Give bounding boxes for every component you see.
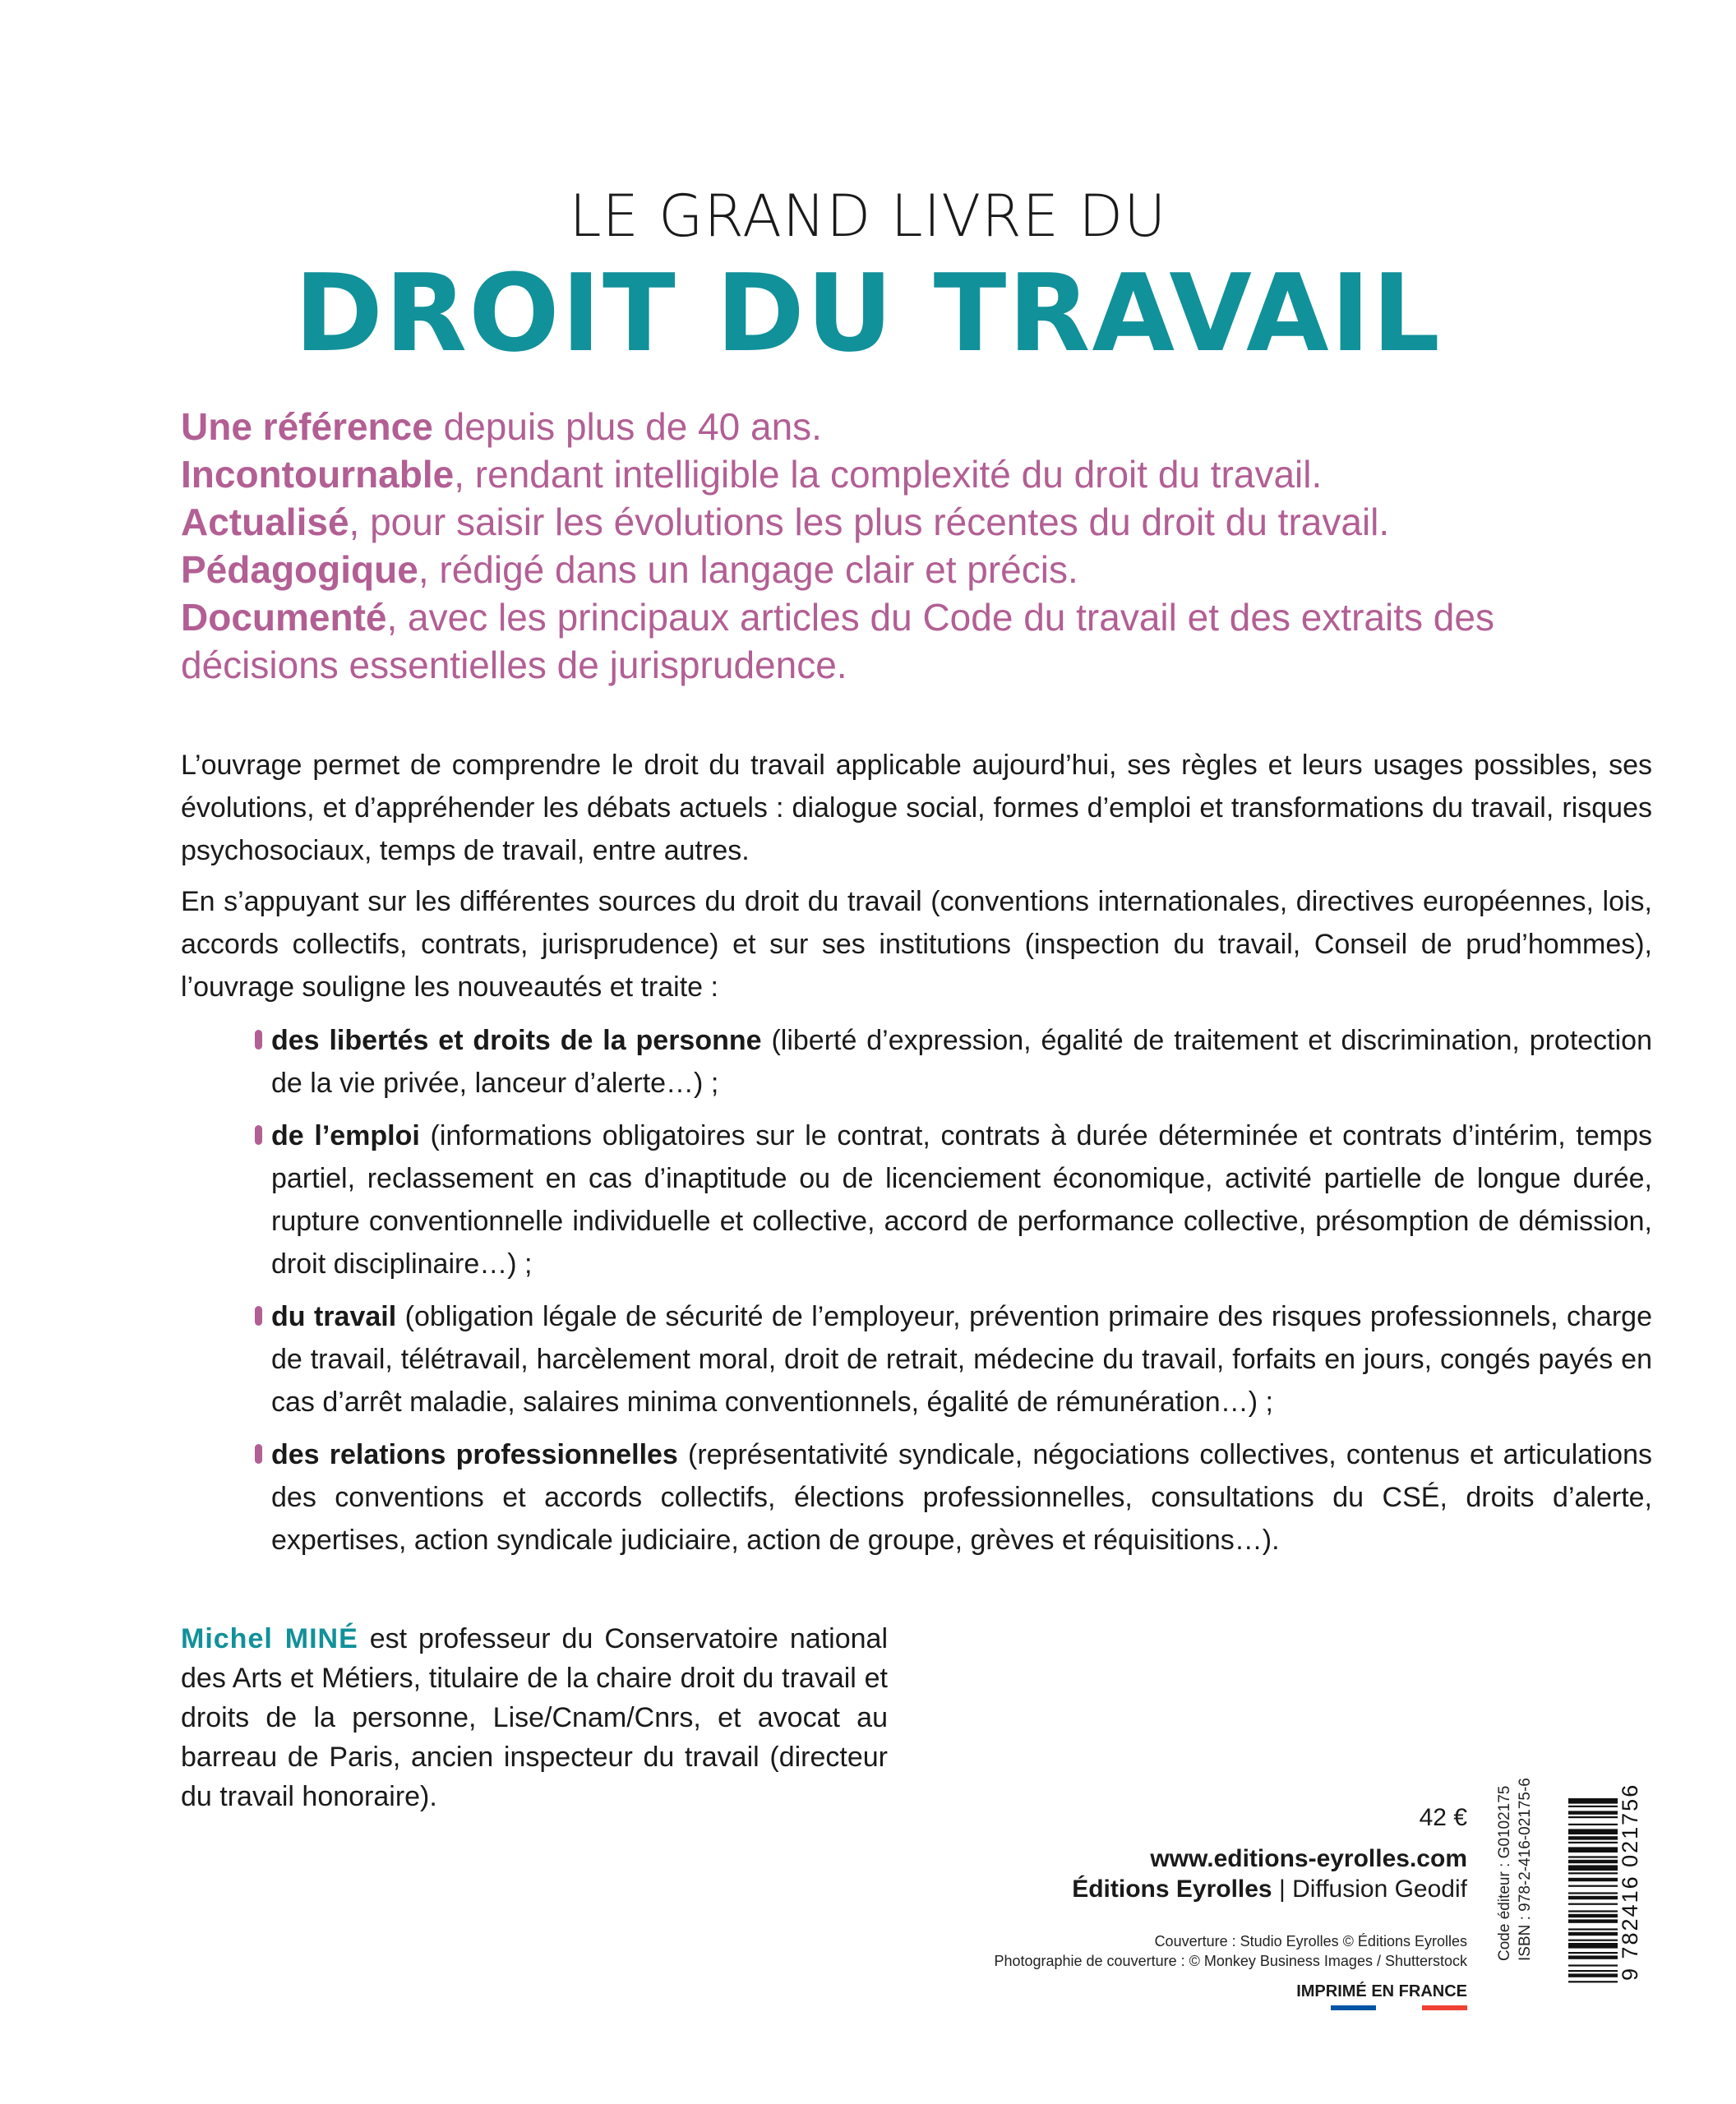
tagline bbox=[181, 403, 1652, 689]
bullet-marker-icon bbox=[255, 1306, 262, 1326]
topics-list bbox=[271, 1019, 1652, 1571]
topic-details: (représentativité syndicale, négociations collectives, contenus et articulations des conventions et accords collectifs, élections professionnelles, consultations du CSÉ, droits d’alerte, expertises, action syndicale judiciaire, action de groupe, grèves et réquisitions…). bbox=[271, 1439, 1652, 1556]
barcode-bar bbox=[1568, 1829, 1618, 1834]
barcode-bar bbox=[1568, 1847, 1618, 1853]
tagline-keyword: Actualisé bbox=[181, 501, 349, 543]
barcode-bar bbox=[1568, 1964, 1618, 1966]
printed-in-france: IMPRIMÉ EN FRANCE bbox=[1296, 1982, 1467, 2000]
publisher-website: www.editions-eyrolles.com bbox=[1150, 1845, 1467, 1872]
tagline-line bbox=[181, 450, 1652, 498]
tagline-text: , rédigé dans un langage clair et précis. bbox=[418, 548, 1078, 591]
price: 42 € bbox=[1419, 1804, 1467, 1831]
tagline-text: , rendant intelligible la complexité du droit du travail. bbox=[454, 453, 1323, 496]
tagline-line bbox=[181, 546, 1652, 593]
author-name: Michel MINÉ bbox=[181, 1623, 358, 1654]
list-item bbox=[271, 1295, 1652, 1423]
bullet-marker-icon bbox=[255, 1030, 262, 1050]
barcode-bar bbox=[1568, 1806, 1618, 1807]
barcode-bar bbox=[1568, 1865, 1618, 1871]
barcode-bar bbox=[1568, 1919, 1618, 1922]
author-bio bbox=[181, 1619, 888, 1816]
credit-line: Couverture : Studio Eyrolles © Éditions Eyrolles bbox=[1154, 1933, 1467, 1949]
barcode-bar bbox=[1568, 1811, 1618, 1814]
tagline-line bbox=[181, 498, 1652, 546]
barcode-bar bbox=[1568, 1842, 1618, 1843]
barcode-bar bbox=[1568, 1928, 1618, 1930]
distributor: | Diffusion Geodif bbox=[1272, 1876, 1467, 1903]
french-flag-icon bbox=[1331, 2005, 1467, 2010]
list-item bbox=[271, 1433, 1652, 1562]
barcode-bar bbox=[1568, 1952, 1618, 1954]
barcode-bar bbox=[1568, 1856, 1618, 1857]
tagline-line bbox=[181, 593, 1652, 689]
topic-heading: des relations professionnelles bbox=[271, 1439, 678, 1470]
topic-details: (informations obligatoires sur le contrat, contrats à durée déterminée et contrats d’intérim, temps partiel, reclassement en cas d’inaptitude ou de licenciement économique, activité partielle de longue durée, rupture conventionnelle individuelle et collective, accord de performance collective, présomption de démission, droit disciplinaire…) ; bbox=[271, 1120, 1652, 1280]
tagline-line bbox=[181, 403, 1652, 450]
description bbox=[181, 744, 1652, 1017]
list-item bbox=[271, 1019, 1652, 1105]
credit-line: Photographie de couverture : © Monkey Business Images / Shutterstock bbox=[994, 1953, 1467, 1969]
publisher-code: Code éditeur : G0102175 bbox=[1496, 1785, 1513, 1961]
barcode-bar bbox=[1568, 1955, 1618, 1959]
barcode-bar bbox=[1568, 1932, 1618, 1936]
tagline-keyword: Pédagogique bbox=[181, 548, 418, 591]
barcode-bar bbox=[1568, 1973, 1618, 1977]
barcode-bar bbox=[1568, 1943, 1618, 1949]
barcode-bar bbox=[1568, 1798, 1618, 1804]
topic-heading: des libertés et droits de la personne bbox=[271, 1025, 762, 1056]
isbn: ISBN : 978-2-416-02175-6 bbox=[1517, 1778, 1534, 1961]
description-paragraph: En s’appuyant sur les différentes sources du droit du travail (conventions internationales, directives européennes, lois, accords collectifs, contrats, jurisprudence) et sur ses institutions (inspection du travail, Conseil de prud’hommes), l’ouvrage souligne les nouveautés et traite : bbox=[181, 886, 1652, 1003]
barcode-bar bbox=[1568, 1816, 1618, 1818]
barcode-bar bbox=[1568, 1860, 1618, 1863]
barcode-bar bbox=[1568, 1903, 1618, 1905]
tagline-text: depuis plus de 40 ans. bbox=[432, 405, 822, 448]
barcode-bar bbox=[1568, 1878, 1618, 1881]
publisher-name: Éditions Eyrolles bbox=[1072, 1876, 1272, 1903]
tagline-keyword: Une référence bbox=[181, 405, 433, 448]
barcode-bar bbox=[1568, 1910, 1618, 1912]
list-item bbox=[271, 1114, 1652, 1285]
topic-heading: de l’emploi bbox=[271, 1120, 420, 1151]
publisher-line bbox=[1072, 1876, 1467, 1903]
bullet-marker-icon bbox=[255, 1125, 262, 1145]
barcode-bar bbox=[1568, 1896, 1618, 1899]
topic-details: (obligation légale de sécurité de l’employeur, prévention primaire des risques professionnels, charge de travail, télétravail, harcèlement moral, droit de retrait, médecine du travail, forfaits en jours, congés payés en cas d’arrêt maladie, salaires minima conventionnels, égalité de rémunération…) ; bbox=[271, 1301, 1652, 1418]
barcode-bar bbox=[1568, 1914, 1618, 1917]
barcode-bar bbox=[1568, 1940, 1618, 1941]
tagline-keyword: Incontournable bbox=[181, 453, 455, 496]
barcode-bar bbox=[1568, 1824, 1618, 1825]
barcode-bar bbox=[1568, 1892, 1618, 1894]
barcode-bar bbox=[1568, 1970, 1618, 1972]
barcode-bar bbox=[1568, 1836, 1618, 1839]
barcode-bar bbox=[1568, 1872, 1618, 1874]
tagline-keyword: Documenté bbox=[181, 596, 387, 639]
title-small: LE GRAND LIVRE DU bbox=[569, 182, 1167, 250]
barcode-bar bbox=[1568, 1885, 1618, 1887]
description-paragraph: L’ouvrage permet de comprendre le droit du travail applicable aujourd’hui, ses règles et leurs usages possibles, ses évolutions, et d’appréhender les débats actuels : dialogue social, formes d’emploi et transformations du travail, risques psychosociaux, temps de travail, entre autres. bbox=[181, 750, 1652, 866]
bullet-marker-icon bbox=[255, 1444, 262, 1464]
tagline-text: , avec les principaux articles du Code du travail et des extraits des décisions essentielles de jurisprudence. bbox=[181, 596, 1494, 686]
topic-details: (liberté d’expression, égalité de traitement et discrimination, protection de la vie privée, lanceur d’alerte…) ; bbox=[271, 1025, 1653, 1099]
tagline-text: , pour saisir les évolutions les plus récentes du droit du travail. bbox=[349, 501, 1390, 543]
barcode-bar bbox=[1568, 1981, 1618, 1982]
author-description: est professeur du Conservatoire national des Arts et Métiers, titulaire de la chaire droit du travail et droits de la personne, Lise/Cnam/Cnrs, et avocat au barreau de Paris, ancien inspecteur du travail (directeur du travail honoraire). bbox=[181, 1623, 889, 1812]
barcode-digits: 9 782416 021756 bbox=[1618, 1783, 1642, 1981]
cover-credits bbox=[994, 1931, 1467, 1971]
topic-heading: du travail bbox=[271, 1301, 397, 1332]
title-main: DROIT DU TRAVAIL bbox=[294, 251, 1442, 376]
